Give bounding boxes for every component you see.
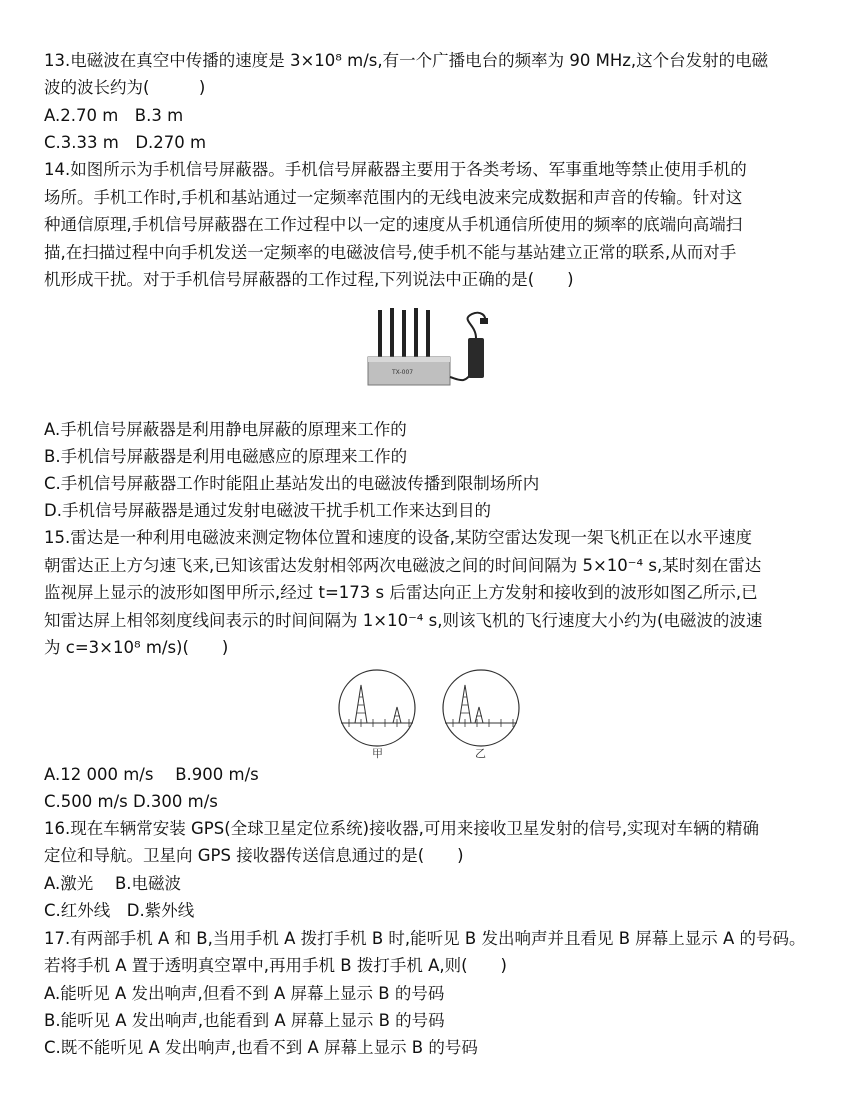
q14-option-b: B.手机信号屏蔽器是利用电磁感应的原理来工作的 xyxy=(44,447,408,466)
q17-option-a: A.能听见 A 发出响声,但看不到 A 屏幕上显示 B 的号码 xyxy=(44,984,445,1003)
q15-options-cd: C.500 m/s D.300 m/s xyxy=(44,792,218,811)
q16-line-2: 定位和导航。卫星向 GPS 接收器传送信息通过的是( ) xyxy=(44,846,464,865)
q15-line-1: 15.雷达是一种利用电磁波来测定物体位置和速度的设备,某防空雷达发现一架飞机正在以水平速度 xyxy=(44,528,752,547)
q14-option-c: C.手机信号屏蔽器工作时能阻止基站发出的电磁波传播到限制场所内 xyxy=(44,474,540,493)
q13-line-2: 波的波长约为( ) xyxy=(44,78,206,97)
q14-line-4: 描,在扫描过程中向手机发送一定频率的电磁波信号,使手机不能与基站建立正常的联系,从而对手 xyxy=(44,243,737,262)
q14-option-d: D.手机信号屏蔽器是通过发射电磁波干扰手机工作来达到目的 xyxy=(44,501,491,520)
q17-option-c: C.既不能听见 A 发出响声,也看不到 A 屏幕上显示 B 的号码 xyxy=(44,1038,478,1057)
q14-line-2: 场所。手机工作时,手机和基站通过一定频率范围内的无线电波来完成数据和声音的传输。针对这 xyxy=(44,188,743,207)
q16-options-ab: A.激光 B.电磁波 xyxy=(44,874,182,893)
radar-caption-b: 乙 xyxy=(475,747,486,760)
q14-option-a: A.手机信号屏蔽器是利用静电屏蔽的原理来工作的 xyxy=(44,420,407,439)
radar-caption-a: 甲 xyxy=(372,747,383,760)
q13-line-1: 13.电磁波在真空中传播的速度是 3×10⁸ m/s,有一个广播电台的频率为 90 MHz,这个台发射的电磁 xyxy=(44,51,769,70)
q15-line-5: 为 c=3×10⁸ m/s)( ) xyxy=(44,638,229,657)
q16-options-cd: C.红外线 D.紫外线 xyxy=(44,901,195,920)
q15-line-2: 朝雷达正上方匀速飞来,已知该雷达发射相邻两次电磁波之间的时间间隔为 5×10⁻⁴ s,某时刻在雷达 xyxy=(44,556,762,575)
radar-screens-figure xyxy=(335,663,535,763)
q15-line-4: 知雷达屏上相邻刻度线间表示的时间间隔为 1×10⁻⁴ s,则该飞机的飞行速度大小约为(电磁波的波速 xyxy=(44,611,763,630)
q16-line-1: 16.现在车辆常安装 GPS(全球卫星定位系统)接收器,可用来接收卫星发射的信号,实现对车辆的精确 xyxy=(44,819,760,838)
q13-options-cd: C.3.33 m D.270 m xyxy=(44,133,207,152)
radar-screen-b xyxy=(443,670,519,746)
q13-options-ab: A.2.70 m B.3 m xyxy=(44,106,184,125)
q14-line-1: 14.如图所示为手机信号屏蔽器。手机信号屏蔽器主要用于各类考场、军事重地等禁止使用手机的 xyxy=(44,160,747,179)
signal-jammer-figure xyxy=(360,302,520,394)
q14-line-5: 机形成干扰。对于手机信号屏蔽器的工作过程,下列说法中正确的是( ) xyxy=(44,270,574,289)
q14-line-3: 种通信原理,手机信号屏蔽器在工作过程中以一定的速度从手机通信所使用的频率的底端向高端扫 xyxy=(44,215,743,234)
q17-line-1: 17.有两部手机 A 和 B,当用手机 A 拨打手机 B 时,能听见 B 发出响声并且看见 B 屏幕上显示 A 的号码。 xyxy=(44,929,806,948)
radar-screen-a xyxy=(339,670,415,746)
q17-option-b: B.能听见 A 发出响声,也能看到 A 屏幕上显示 B 的号码 xyxy=(44,1011,445,1030)
jammer-model-label: TX-007 xyxy=(392,369,414,376)
q15-line-3: 监视屏上显示的波形如图甲所示,经过 t=173 s 后雷达向正上方发射和接收到的波形如图乙所示,已 xyxy=(44,583,758,602)
q15-options-ab: A.12 000 m/s B.900 m/s xyxy=(44,765,259,784)
q17-line-2: 若将手机 A 置于透明真空罩中,再用手机 B 拨打手机 A,则( ) xyxy=(44,956,507,975)
